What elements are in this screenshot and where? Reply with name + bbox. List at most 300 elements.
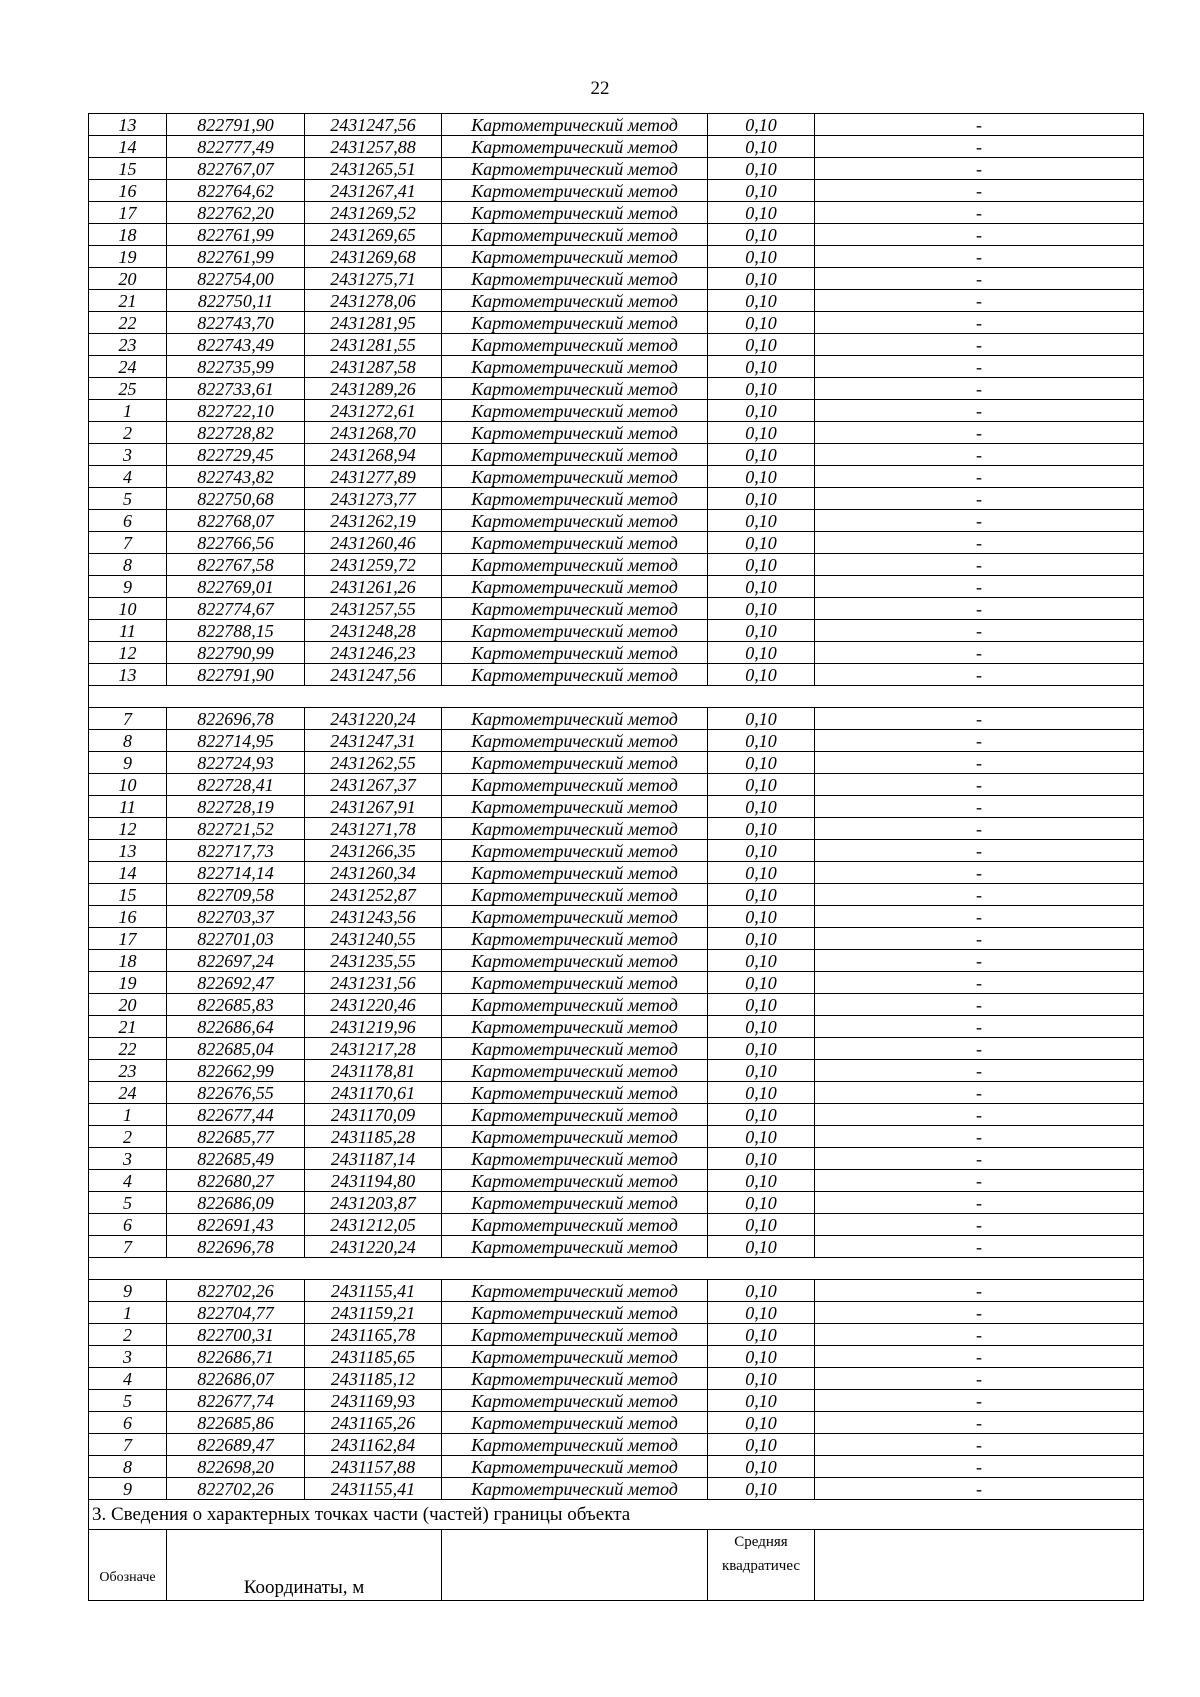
coord-y-cell: 2431262,55 (305, 752, 442, 774)
coord-y-cell: 2431266,35 (305, 840, 442, 862)
accuracy-cell: 0,10 (708, 840, 815, 862)
coord-y-cell: 2431268,70 (305, 422, 442, 444)
accuracy-cell: 0,10 (708, 598, 815, 620)
method-cell: Картометрический метод (442, 1302, 708, 1324)
point-number-cell: 23 (89, 334, 167, 356)
point-number-cell: 1 (89, 1302, 167, 1324)
group-separator-cell (89, 1258, 1144, 1280)
note-cell: - (815, 290, 1144, 312)
accuracy-cell: 0,10 (708, 796, 815, 818)
coord-x-cell: 822685,04 (167, 1038, 305, 1060)
coord-y-cell: 2431262,19 (305, 510, 442, 532)
mean-error-header-line2: квадратичес (721, 1558, 801, 1574)
note-cell: - (815, 378, 1144, 400)
table-row (89, 136, 1144, 158)
coord-x-cell: 822750,11 (167, 290, 305, 312)
table-row (89, 752, 1144, 774)
note-cell: - (815, 158, 1144, 180)
coord-y-cell: 2431178,81 (305, 1060, 442, 1082)
coord-y-cell: 2431231,56 (305, 972, 442, 994)
note-cell: - (815, 202, 1144, 224)
table-row (89, 202, 1144, 224)
accuracy-cell: 0,10 (708, 224, 815, 246)
table-row (89, 972, 1144, 994)
note-cell: - (815, 576, 1144, 598)
accuracy-cell: 0,10 (708, 1170, 815, 1192)
method-cell: Картометрический метод (442, 290, 708, 312)
method-cell: Картометрический метод (442, 1434, 708, 1456)
accuracy-cell: 0,10 (708, 422, 815, 444)
note-cell: - (815, 334, 1144, 356)
table-row (89, 1060, 1144, 1082)
point-number-cell: 12 (89, 642, 167, 664)
table-row (89, 664, 1144, 686)
method-cell: Картометрический метод (442, 1412, 708, 1434)
coord-x-cell: 822685,83 (167, 994, 305, 1016)
method-cell: Картометрический метод (442, 488, 708, 510)
accuracy-cell: 0,10 (708, 444, 815, 466)
note-cell: - (815, 400, 1144, 422)
coord-y-cell: 2431165,78 (305, 1324, 442, 1346)
method-cell: Картометрический метод (442, 752, 708, 774)
method-cell: Картометрический метод (442, 466, 708, 488)
method-cell: Картометрический метод (442, 180, 708, 202)
coord-x-cell: 822791,90 (167, 114, 305, 136)
table-row (89, 312, 1144, 334)
coord-y-cell: 2431275,71 (305, 268, 442, 290)
point-number-cell: 8 (89, 554, 167, 576)
coord-x-cell: 822774,67 (167, 598, 305, 620)
accuracy-cell: 0,10 (708, 884, 815, 906)
point-number-cell: 10 (89, 774, 167, 796)
point-number-cell: 12 (89, 818, 167, 840)
coord-x-cell: 822766,56 (167, 532, 305, 554)
coordinates-table (88, 113, 1144, 1601)
point-number-cell: 5 (89, 1390, 167, 1412)
note-cell: - (815, 466, 1144, 488)
coord-y-cell: 2431257,55 (305, 598, 442, 620)
coord-x-cell: 822761,99 (167, 246, 305, 268)
point-number-cell: 7 (89, 1434, 167, 1456)
coord-x-cell: 822702,26 (167, 1280, 305, 1302)
method-cell: Картометрический метод (442, 422, 708, 444)
accuracy-cell: 0,10 (708, 488, 815, 510)
table-row (89, 1082, 1144, 1104)
accuracy-cell: 0,10 (708, 576, 815, 598)
table-row (89, 1412, 1144, 1434)
table-row (89, 1346, 1144, 1368)
coord-y-cell: 2431194,80 (305, 1170, 442, 1192)
method-header (442, 1530, 708, 1601)
table-row (89, 576, 1144, 598)
coord-y-cell: 2431248,28 (305, 620, 442, 642)
accuracy-cell: 0,10 (708, 1236, 815, 1258)
coord-x-cell: 822686,64 (167, 1016, 305, 1038)
note-cell: - (815, 1060, 1144, 1082)
point-number-cell: 1 (89, 400, 167, 422)
accuracy-cell: 0,10 (708, 906, 815, 928)
point-number-cell: 22 (89, 1038, 167, 1060)
note-cell: - (815, 356, 1144, 378)
point-number-cell: 6 (89, 1214, 167, 1236)
note-cell: - (815, 488, 1144, 510)
point-number-cell: 16 (89, 180, 167, 202)
note-cell: - (815, 312, 1144, 334)
header-row (89, 1530, 1144, 1601)
accuracy-cell: 0,10 (708, 1390, 815, 1412)
table-row (89, 444, 1144, 466)
page-number: 22 (590, 78, 610, 99)
coord-x-cell: 822662,99 (167, 1060, 305, 1082)
point-number-cell: 3 (89, 1346, 167, 1368)
section-row (89, 1500, 1144, 1530)
point-number-cell: 15 (89, 884, 167, 906)
accuracy-cell: 0,10 (708, 1346, 815, 1368)
note-cell: - (815, 224, 1144, 246)
coord-y-cell: 2431272,61 (305, 400, 442, 422)
point-number-cell: 5 (89, 1192, 167, 1214)
designation-header: Обозначе (89, 1530, 167, 1601)
table-row (89, 1236, 1144, 1258)
coord-x-cell: 822686,07 (167, 1368, 305, 1390)
table-row (89, 950, 1144, 972)
table-row (89, 158, 1144, 180)
table-row (89, 818, 1144, 840)
point-number-cell: 7 (89, 1236, 167, 1258)
accuracy-cell: 0,10 (708, 730, 815, 752)
note-cell: - (815, 1324, 1144, 1346)
note-cell: - (815, 1082, 1144, 1104)
point-number-cell: 13 (89, 114, 167, 136)
point-number-cell: 13 (89, 664, 167, 686)
coord-y-cell: 2431220,46 (305, 994, 442, 1016)
accuracy-cell: 0,10 (708, 950, 815, 972)
note-cell: - (815, 1390, 1144, 1412)
coord-x-cell: 822728,82 (167, 422, 305, 444)
coord-x-cell: 822700,31 (167, 1324, 305, 1346)
accuracy-cell: 0,10 (708, 1214, 815, 1236)
table-row (89, 642, 1144, 664)
coord-y-cell: 2431267,37 (305, 774, 442, 796)
point-number-cell: 4 (89, 1368, 167, 1390)
table-row (89, 1324, 1144, 1346)
method-cell: Картометрический метод (442, 554, 708, 576)
note-cell: - (815, 1346, 1144, 1368)
table-row (89, 840, 1144, 862)
table-row (89, 290, 1144, 312)
point-number-cell: 21 (89, 1016, 167, 1038)
table-row (89, 378, 1144, 400)
method-cell: Картометрический метод (442, 1214, 708, 1236)
note-cell: - (815, 1456, 1144, 1478)
coord-x-cell: 822769,01 (167, 576, 305, 598)
coord-y-cell: 2431185,12 (305, 1368, 442, 1390)
method-cell: Картометрический метод (442, 994, 708, 1016)
point-number-cell: 4 (89, 1170, 167, 1192)
note-cell: - (815, 180, 1144, 202)
coord-x-cell: 822702,26 (167, 1478, 305, 1500)
note-cell: - (815, 1170, 1144, 1192)
table-row (89, 994, 1144, 1016)
note-cell: - (815, 906, 1144, 928)
accuracy-cell: 0,10 (708, 158, 815, 180)
table-row (89, 1456, 1144, 1478)
method-cell: Картометрический метод (442, 598, 708, 620)
note-cell: - (815, 136, 1144, 158)
note-cell: - (815, 928, 1144, 950)
point-number-cell: 19 (89, 246, 167, 268)
method-cell: Картометрический метод (442, 400, 708, 422)
coord-x-cell: 822689,47 (167, 1434, 305, 1456)
coord-y-cell: 2431169,93 (305, 1390, 442, 1412)
coord-x-cell: 822692,47 (167, 972, 305, 994)
point-number-cell: 7 (89, 532, 167, 554)
coord-x-cell: 822680,27 (167, 1170, 305, 1192)
coord-x-cell: 822743,70 (167, 312, 305, 334)
coord-x-cell: 822743,49 (167, 334, 305, 356)
mean-error-header-line1: Средняя (734, 1534, 788, 1550)
method-cell: Картометрический метод (442, 1038, 708, 1060)
coord-x-cell: 822777,49 (167, 136, 305, 158)
accuracy-cell: 0,10 (708, 466, 815, 488)
coord-x-cell: 822676,55 (167, 1082, 305, 1104)
coord-x-cell: 822729,45 (167, 444, 305, 466)
accuracy-cell: 0,10 (708, 356, 815, 378)
point-number-cell: 18 (89, 950, 167, 972)
point-number-cell: 2 (89, 1324, 167, 1346)
method-cell: Картометрический метод (442, 1236, 708, 1258)
coord-x-cell: 822750,68 (167, 488, 305, 510)
accuracy-cell: 0,10 (708, 136, 815, 158)
table-row (89, 1302, 1144, 1324)
coord-x-cell: 822686,71 (167, 1346, 305, 1368)
table-row (89, 862, 1144, 884)
coord-y-cell: 2431247,56 (305, 114, 442, 136)
accuracy-cell: 0,10 (708, 1060, 815, 1082)
point-number-cell: 7 (89, 708, 167, 730)
point-number-cell: 2 (89, 1126, 167, 1148)
method-cell: Картометрический метод (442, 312, 708, 334)
table-row (89, 928, 1144, 950)
method-cell: Картометрический метод (442, 532, 708, 554)
accuracy-cell: 0,10 (708, 818, 815, 840)
coord-x-cell: 822767,07 (167, 158, 305, 180)
note-cell: - (815, 598, 1144, 620)
coord-y-cell: 2431273,77 (305, 488, 442, 510)
table-body (89, 114, 1144, 1500)
accuracy-cell: 0,10 (708, 1434, 815, 1456)
accuracy-cell: 0,10 (708, 510, 815, 532)
table-row (89, 1148, 1144, 1170)
method-cell: Картометрический метод (442, 356, 708, 378)
point-number-cell: 25 (89, 378, 167, 400)
coord-y-cell: 2431185,28 (305, 1126, 442, 1148)
note-cell: - (815, 796, 1144, 818)
accuracy-cell: 0,10 (708, 1126, 815, 1148)
coord-x-cell: 822703,37 (167, 906, 305, 928)
note-cell: - (815, 642, 1144, 664)
coord-x-cell: 822714,14 (167, 862, 305, 884)
mean-error-header (708, 1530, 815, 1601)
coord-x-cell: 822709,58 (167, 884, 305, 906)
coord-y-cell: 2431261,26 (305, 576, 442, 598)
method-cell: Картометрический метод (442, 378, 708, 400)
coord-y-cell: 2431265,51 (305, 158, 442, 180)
point-number-cell: 13 (89, 840, 167, 862)
accuracy-cell: 0,10 (708, 202, 815, 224)
table-row (89, 1126, 1144, 1148)
accuracy-cell: 0,10 (708, 708, 815, 730)
accuracy-cell: 0,10 (708, 1038, 815, 1060)
point-number-cell: 6 (89, 510, 167, 532)
coord-x-cell: 822728,41 (167, 774, 305, 796)
method-cell: Картометрический метод (442, 1016, 708, 1038)
accuracy-cell: 0,10 (708, 862, 815, 884)
accuracy-cell: 0,10 (708, 1148, 815, 1170)
accuracy-cell: 0,10 (708, 554, 815, 576)
coord-y-cell: 2431259,72 (305, 554, 442, 576)
point-number-cell: 11 (89, 796, 167, 818)
method-cell: Картометрический метод (442, 950, 708, 972)
table-row (89, 1038, 1144, 1060)
point-number-cell: 19 (89, 972, 167, 994)
coord-x-cell: 822677,74 (167, 1390, 305, 1412)
point-number-cell: 15 (89, 158, 167, 180)
note-cell: - (815, 1214, 1144, 1236)
note-cell: - (815, 708, 1144, 730)
note-cell: - (815, 422, 1144, 444)
method-cell: Картометрический метод (442, 510, 708, 532)
method-cell: Картометрический метод (442, 906, 708, 928)
point-number-cell: 6 (89, 1412, 167, 1434)
note-cell: - (815, 1412, 1144, 1434)
coord-x-cell: 822728,19 (167, 796, 305, 818)
coord-y-cell: 2431271,78 (305, 818, 442, 840)
method-cell: Картометрический метод (442, 928, 708, 950)
coord-x-cell: 822791,90 (167, 664, 305, 686)
extra-header (815, 1530, 1144, 1601)
method-cell: Картометрический метод (442, 840, 708, 862)
accuracy-cell: 0,10 (708, 664, 815, 686)
method-cell: Картометрический метод (442, 202, 708, 224)
accuracy-cell: 0,10 (708, 620, 815, 642)
coord-y-cell: 2431257,88 (305, 136, 442, 158)
coord-x-cell: 822701,03 (167, 928, 305, 950)
coord-x-cell: 822790,99 (167, 642, 305, 664)
accuracy-cell: 0,10 (708, 312, 815, 334)
table-row (89, 224, 1144, 246)
method-cell: Картометрический метод (442, 730, 708, 752)
coord-y-cell: 2431162,84 (305, 1434, 442, 1456)
method-cell: Картометрический метод (442, 114, 708, 136)
method-cell: Картометрический метод (442, 884, 708, 906)
method-cell: Картометрический метод (442, 862, 708, 884)
point-number-cell: 5 (89, 488, 167, 510)
coordinates-header: Координаты, м (167, 1530, 442, 1601)
point-number-cell: 24 (89, 1082, 167, 1104)
coord-y-cell: 2431269,52 (305, 202, 442, 224)
coord-x-cell: 822704,77 (167, 1302, 305, 1324)
note-cell: - (815, 532, 1144, 554)
table-row (89, 114, 1144, 136)
coord-y-cell: 2431240,55 (305, 928, 442, 950)
coord-y-cell: 2431252,87 (305, 884, 442, 906)
note-cell: - (815, 994, 1144, 1016)
note-cell: - (815, 114, 1144, 136)
coord-y-cell: 2431247,56 (305, 664, 442, 686)
group-separator-row (89, 686, 1144, 708)
accuracy-cell: 0,10 (708, 1456, 815, 1478)
coord-y-cell: 2431220,24 (305, 1236, 442, 1258)
coord-y-cell: 2431217,28 (305, 1038, 442, 1060)
coord-y-cell: 2431260,46 (305, 532, 442, 554)
accuracy-cell: 0,10 (708, 180, 815, 202)
coord-y-cell: 2431165,26 (305, 1412, 442, 1434)
coord-y-cell: 2431170,09 (305, 1104, 442, 1126)
coord-y-cell: 2431260,34 (305, 862, 442, 884)
coord-x-cell: 822698,20 (167, 1456, 305, 1478)
coord-y-cell: 2431277,89 (305, 466, 442, 488)
coord-x-cell: 822685,77 (167, 1126, 305, 1148)
method-cell: Картометрический метод (442, 136, 708, 158)
point-number-cell: 2 (89, 422, 167, 444)
table-row (89, 1280, 1144, 1302)
coord-x-cell: 822788,15 (167, 620, 305, 642)
method-cell: Картометрический метод (442, 1478, 708, 1500)
coord-y-cell: 2431269,65 (305, 224, 442, 246)
table-row (89, 1368, 1144, 1390)
note-cell: - (815, 862, 1144, 884)
method-cell: Картометрический метод (442, 334, 708, 356)
point-number-cell: 20 (89, 994, 167, 1016)
accuracy-cell: 0,10 (708, 1192, 815, 1214)
method-cell: Картометрический метод (442, 1170, 708, 1192)
point-number-cell: 17 (89, 202, 167, 224)
table-row (89, 1214, 1144, 1236)
coord-x-cell: 822691,43 (167, 1214, 305, 1236)
note-cell: - (815, 1148, 1144, 1170)
point-number-cell: 4 (89, 466, 167, 488)
note-cell: - (815, 950, 1144, 972)
method-cell: Картометрический метод (442, 1368, 708, 1390)
coord-x-cell: 822685,49 (167, 1148, 305, 1170)
method-cell: Картометрический метод (442, 774, 708, 796)
accuracy-cell: 0,10 (708, 246, 815, 268)
accuracy-cell: 0,10 (708, 400, 815, 422)
table-row (89, 400, 1144, 422)
point-number-cell: 18 (89, 224, 167, 246)
point-number-cell: 1 (89, 1104, 167, 1126)
coord-y-cell: 2431235,55 (305, 950, 442, 972)
accuracy-cell: 0,10 (708, 774, 815, 796)
accuracy-cell: 0,10 (708, 1104, 815, 1126)
note-cell: - (815, 664, 1144, 686)
note-cell: - (815, 1302, 1144, 1324)
table-row (89, 1170, 1144, 1192)
note-cell: - (815, 972, 1144, 994)
point-number-cell: 9 (89, 752, 167, 774)
coord-y-cell: 2431159,21 (305, 1302, 442, 1324)
coord-y-cell: 2431155,41 (305, 1478, 442, 1500)
coord-x-cell: 822686,09 (167, 1192, 305, 1214)
coord-x-cell: 822724,93 (167, 752, 305, 774)
point-number-cell: 20 (89, 268, 167, 290)
accuracy-cell: 0,10 (708, 1412, 815, 1434)
point-number-cell: 9 (89, 576, 167, 598)
table-row (89, 796, 1144, 818)
note-cell: - (815, 1126, 1144, 1148)
note-cell: - (815, 840, 1144, 862)
